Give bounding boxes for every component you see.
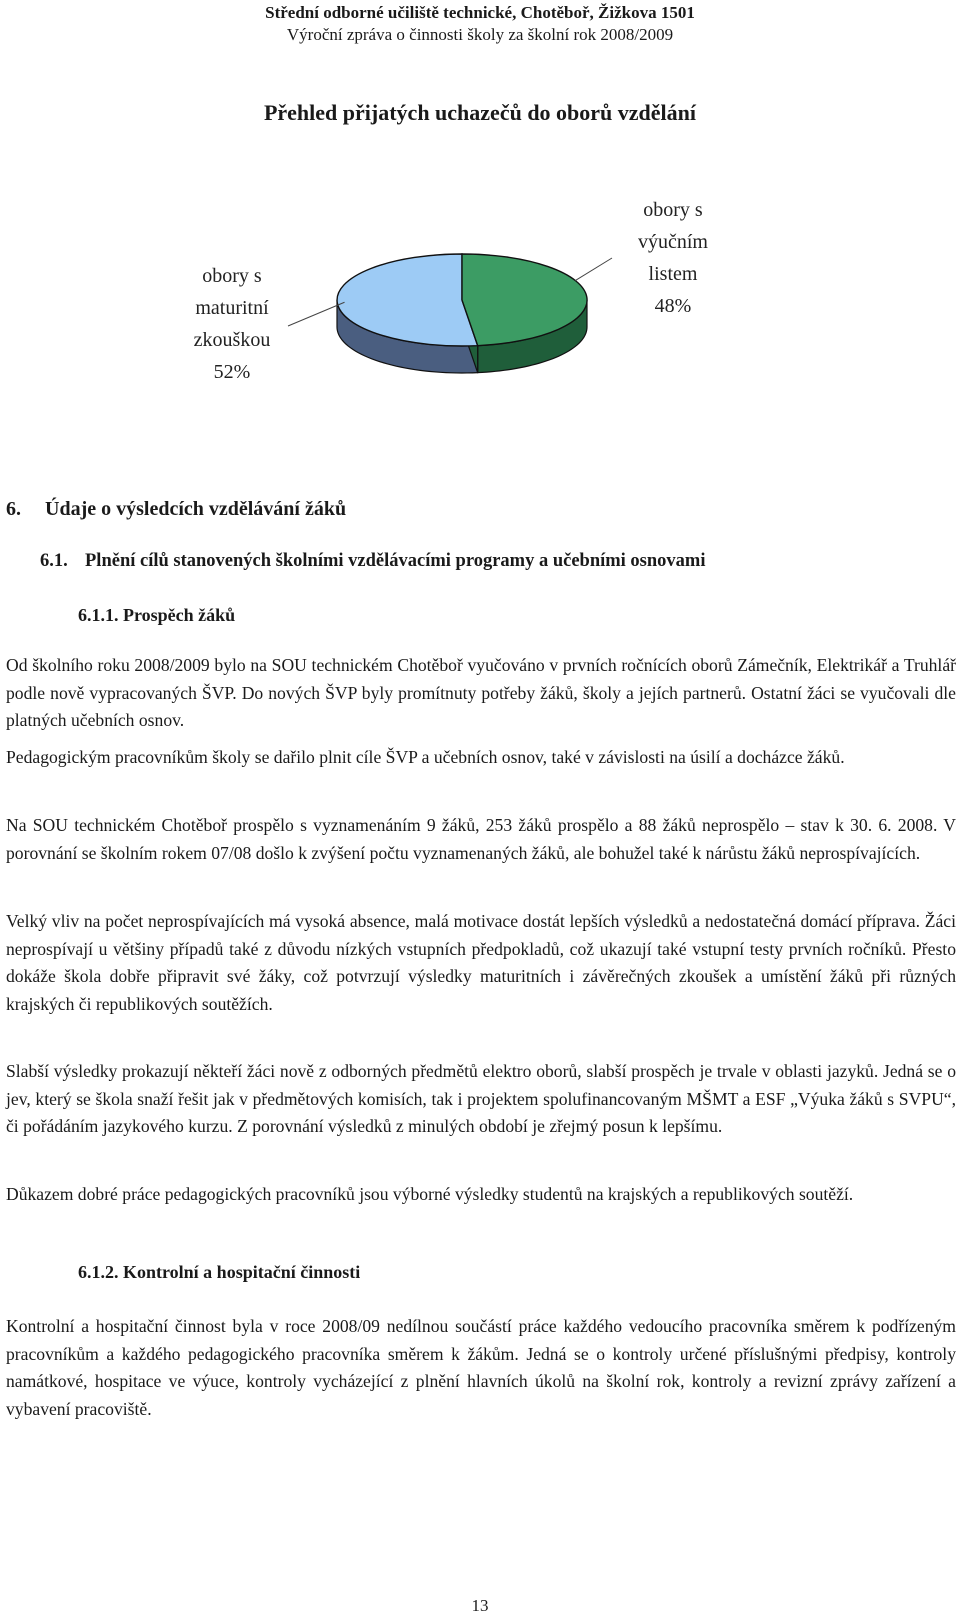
- pie-label-line: obory s: [643, 199, 703, 221]
- paragraph-5: Slabší výsledky prokazují někteří žáci nově z odborných předmětů elektro oborů, slabší prospěch je trvale v oblasti jazyků. Jedná se o jev, který se škola snaží řešit jak v předmětových komisích, tak i projektem spolufinancovaným MŠMT a ESF „Výuka žáků s SVPU“, či pořádáním jazykového kurzu. Z porovnání výsledků z minulých období je zřejmý posun k lepšímu.: [6, 1061, 956, 1136]
- section-title: Údaje o výsledcích vzdělávání žáků: [45, 498, 347, 520]
- section-6-1-1-heading: [78, 605, 235, 626]
- paragraph-1: Od školního roku 2008/2009 bylo na SOU technickém Chotěboř vyučováno v prvních ročnících oborů Zámečník, Elektrikář a Truhlář podle nově vypracovaných ŠVP. Do nových ŠVP byly promítnuty potřeby žáků, školy a jejích partnerů. Ostatní žáci se vyučovali dle platných učebních osnov.: [6, 655, 956, 730]
- pie-label-line: maturitní: [195, 297, 269, 319]
- section-6-heading: [6, 498, 346, 521]
- pie-label-line: listem: [648, 263, 698, 285]
- section-title: Plnění cílů stanovených školními vzdělávacími programy a učebními osnovami: [85, 551, 706, 571]
- section-number: 6.1.2.: [78, 1262, 119, 1282]
- page-number: 13: [471, 1596, 489, 1615]
- pie-label-line: zkouškou: [193, 329, 271, 351]
- chart-title: Přehled přijatých uchazečů do oborů vzdělání: [263, 100, 697, 125]
- paragraph-3: Na SOU technickém Chotěboř prospělo s vyznamenáním 9 žáků, 253 žáků prospělo a 88 žáků neprospělo – stav k 30. 6. 2008. V porovnání se školním rokem 07/08 došlo k zvýšení počtu vyznamenaných žáků, ale bohužel také k nárůstu žáků neprospívajících.: [6, 815, 956, 863]
- pie-label-line: 48%: [654, 295, 692, 317]
- section-title: Prospěch žáků: [123, 605, 236, 625]
- paragraph-4: Velký vliv na počet neprospívajících má vysoká absence, malá motivace dostát lepších výsledků a nedostatečná domácí příprava. Žáci neprospívají u většiny případů také z důvodu nízkých vstupních předpokladů, což ukazují také vstupní testy prvních ročníků. Přesto dokáže škola dobře připravit své žáky, což potvrzují výsledky maturitních i závěrečných zkoušek a umístění žáků při různých krajských či republikových soutěžích.: [6, 911, 956, 1014]
- section-6-1-heading: [40, 551, 705, 572]
- section-number: 6.1.: [40, 551, 68, 571]
- pie-label-maturitni: [172, 260, 292, 388]
- pie-label-line: výučním: [638, 231, 708, 253]
- pie-label-line: 52%: [213, 361, 251, 383]
- pie-label-line: obory s: [202, 265, 262, 287]
- pie-label-vyucni: [608, 194, 738, 322]
- section-6-1-2-heading: [78, 1262, 360, 1283]
- pie-chart: [0, 190, 960, 420]
- header-school-name: Střední odborné učiliště technické, Chotěboř, Žižkova 1501: [265, 3, 695, 22]
- section-number: 6.: [6, 498, 21, 520]
- header-report-title: Výroční zpráva o činnosti školy za školní rok 2008/2009: [286, 25, 674, 44]
- leader-line-maturitni: [288, 302, 345, 326]
- paragraph-6: Důkazem dobré práce pedagogických pracovníků jsou výborné výsledky studentů na krajských a republikových soutěží.: [6, 1184, 854, 1204]
- section-title: Kontrolní a hospitační činnosti: [123, 1262, 361, 1282]
- section-number: 6.1.1.: [78, 605, 119, 625]
- leader-line-vyucni: [575, 258, 612, 281]
- paragraph-6-1-2: Kontrolní a hospitační činnost byla v roce 2008/09 nedílnou součástí práce každého vedoucího pracovníka směrem k podřízeným pracovníkům a každého pedagogického pracovníka směrem k žákům. Jedná se o kontroly určené příslušnými předpisy, kontroly namátkové, hospitace ve výuce, kontroly vycházející z plnění hlavních úkolů na školní rok, kontroly a revizní zprávy zařízení a vybavení pracoviště.: [6, 1316, 956, 1419]
- paragraph-2: Pedagogickým pracovníkům školy se dařilo plnit cíle ŠVP a učebních osnov, také v závislosti na úsilí a docházce žáků.: [6, 747, 845, 767]
